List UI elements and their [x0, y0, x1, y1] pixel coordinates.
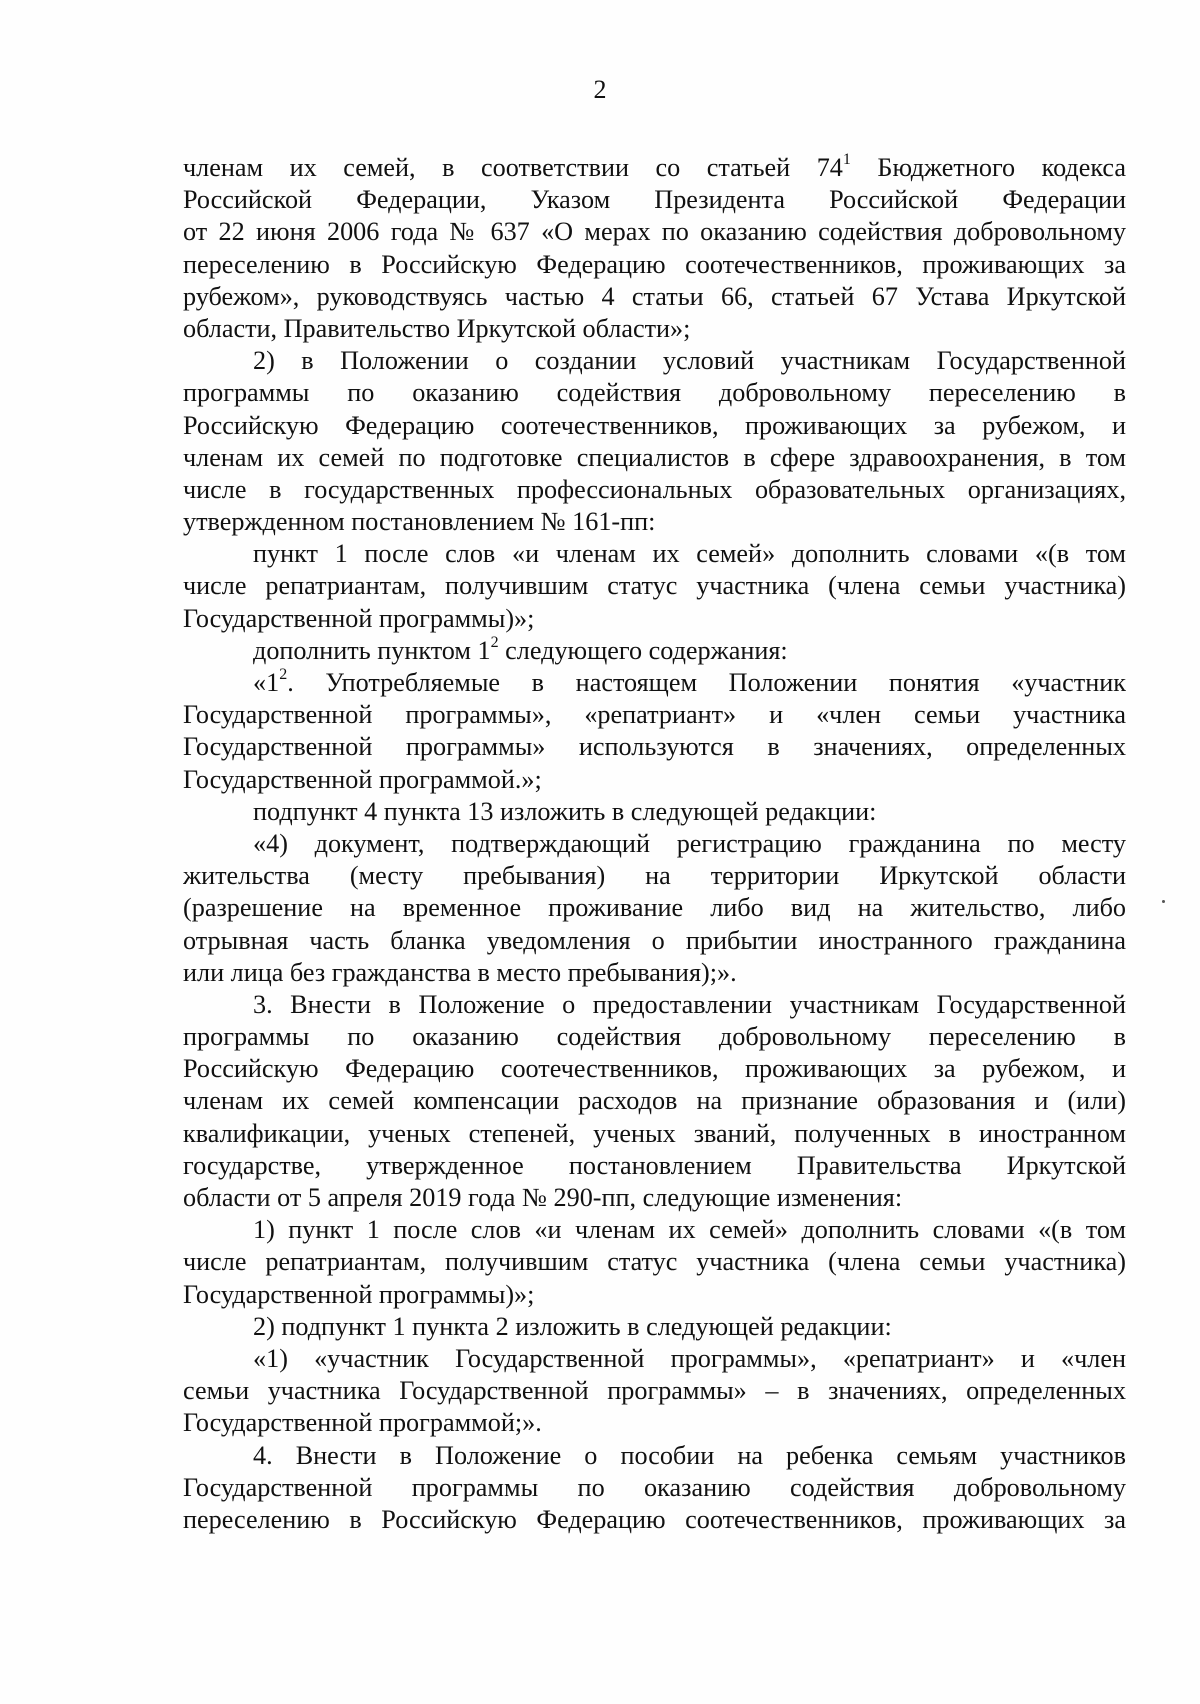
- text-line: [183, 1343, 1126, 1375]
- text-line: [183, 667, 1126, 699]
- text-line: [183, 184, 1126, 216]
- text-segment: следующего содержания:: [498, 635, 788, 665]
- text-line: [183, 1021, 1126, 1053]
- text-line: [183, 699, 1126, 731]
- text-line: [183, 860, 1126, 892]
- text-line: [183, 1504, 1126, 1536]
- text-line: [183, 216, 1126, 248]
- text-segment: Государственной программы по оказанию содействия добровольному: [183, 1472, 1126, 1502]
- text-line: [183, 989, 1126, 1021]
- text-segment: членам их семей компенсации расходов на признание образования и (или): [183, 1086, 1126, 1116]
- text-line: [183, 1085, 1126, 1117]
- text-line: [183, 152, 1126, 184]
- page-number: 2: [593, 75, 607, 104]
- superscript: 1: [842, 152, 851, 169]
- text-segment: отрывная часть бланка уведомления о прибытии иностранного гражданина: [183, 925, 1126, 955]
- text-segment: . Употребляемые в настоящем Положении понятия «участник: [287, 668, 1126, 697]
- text-line: [183, 1311, 1126, 1343]
- text-segment: жительства (месту пребывания) на территории Иркутской области: [183, 861, 1126, 891]
- text-line: [183, 764, 1126, 796]
- text-segment: числе в государственных профессиональных образовательных организациях,: [183, 474, 1126, 504]
- text-segment: (разрешение на временное проживание либо вид на жительство, либо: [183, 893, 1126, 923]
- text-segment: «1) «участник Государственной программы», «репатриант» и «член: [253, 1343, 1126, 1373]
- text-line: [183, 1053, 1126, 1085]
- text-line: [183, 281, 1126, 313]
- text-line: [183, 1279, 1126, 1311]
- text-segment: числе репатриантам, получившим статус участника (члена семьи участника): [183, 1247, 1126, 1277]
- text-segment: пункт 1 после слов «и членам их семей» дополнить словами «(в том: [253, 539, 1126, 569]
- scan-speck: [1162, 900, 1165, 903]
- text-line: [183, 538, 1126, 570]
- document-body: [183, 152, 1126, 1536]
- text-segment: 2) в Положении о создании условий участникам Государственной: [253, 346, 1126, 376]
- superscript: 2: [490, 634, 499, 652]
- text-segment: Государственной программы)»;: [183, 1279, 535, 1309]
- text-segment: области от 5 апреля 2019 года № 290-пп, следующие изменения:: [183, 1183, 903, 1212]
- text-line: [183, 603, 1126, 635]
- text-line: [183, 892, 1126, 924]
- text-line: [183, 313, 1126, 345]
- text-segment: «4) документ, подтверждающий регистрацию гражданина по месту: [253, 828, 1126, 858]
- text-segment: Бюджетного кодекса: [850, 153, 1126, 182]
- text-line: [183, 410, 1126, 442]
- text-line: [183, 957, 1126, 989]
- text-line: [183, 828, 1126, 860]
- text-segment: программы по оказанию содействия добровольному переселению в: [183, 378, 1126, 408]
- text-segment: Государственной программы», «репатриант» и «член семьи участника: [183, 700, 1126, 730]
- text-segment: подпункт 4 пункта 13 изложить в следующей редакции:: [253, 796, 877, 826]
- text-line: [183, 570, 1126, 602]
- text-segment: «1: [253, 668, 280, 697]
- text-segment: области, Правительство Иркутской области»;: [183, 313, 691, 343]
- text-line: [183, 635, 1126, 667]
- text-line: [183, 1150, 1126, 1182]
- text-segment: Государственной программой.»;: [183, 764, 542, 794]
- text-segment: от 22 июня 2006 года № 637 «О мерах по оказанию содействия добровольному: [183, 217, 1126, 247]
- text-line: [183, 474, 1126, 506]
- text-segment: Государственной программы)»;: [183, 603, 535, 633]
- text-segment: Российскую Федерацию соотечественников, проживающих за рубежом, и: [183, 1054, 1126, 1084]
- text-segment: утвержденном постановлением № 161-пп:: [183, 507, 656, 537]
- text-segment: числе репатриантам, получившим статус участника (члена семьи участника): [183, 571, 1126, 601]
- text-line: [183, 345, 1126, 377]
- text-segment: дополнить пунктом 1: [253, 635, 491, 665]
- text-line: [183, 1472, 1126, 1504]
- text-line: [183, 1375, 1126, 1407]
- text-line: [183, 1407, 1126, 1439]
- text-line: [183, 377, 1126, 409]
- text-line: [183, 731, 1126, 763]
- text-segment: 2) подпункт 1 пункта 2 изложить в следующей редакции:: [253, 1311, 892, 1341]
- text-segment: 3. Внести в Положение о предоставлении участникам Государственной: [253, 989, 1126, 1019]
- text-segment: Государственной программы» используются в значениях, определенных: [183, 732, 1126, 762]
- text-segment: рубежом», руководствуясь частью 4 статьи 66, статьей 67 Устава Иркутской: [183, 281, 1126, 311]
- text-segment: или лица без гражданства в место пребывания);».: [183, 957, 737, 987]
- text-line: [183, 506, 1126, 538]
- text-line: [183, 1182, 1126, 1214]
- text-line: [183, 1214, 1126, 1246]
- text-segment: членам их семей по подготовке специалистов в сфере здравоохранения, в том: [183, 442, 1126, 472]
- text-line: [183, 1246, 1126, 1278]
- text-line: [183, 442, 1126, 474]
- text-line: [183, 1118, 1126, 1150]
- text-segment: переселению в Российскую Федерацию соотечественников, проживающих за: [183, 249, 1126, 279]
- text-segment: членам их семей, в соответствии со статьей 74: [183, 153, 843, 182]
- text-line: [183, 1440, 1126, 1472]
- text-segment: государстве, утвержденное постановлением Правительства Иркутской: [183, 1150, 1126, 1180]
- text-line: [183, 249, 1126, 281]
- superscript: 2: [279, 667, 288, 684]
- text-segment: семьи участника Государственной программы» – в значениях, определенных: [183, 1376, 1126, 1406]
- text-segment: программы по оказанию содействия добровольному переселению в: [183, 1022, 1126, 1052]
- text-segment: Государственной программой;».: [183, 1408, 542, 1438]
- text-line: [183, 925, 1126, 957]
- text-segment: квалификации, ученых степеней, ученых званий, полученных в иностранном: [183, 1118, 1126, 1148]
- text-segment: Российскую Федерацию соотечественников, проживающих за рубежом, и: [183, 410, 1126, 440]
- text-segment: Российской Федерации, Указом Президента Российской Федерации: [183, 185, 1126, 215]
- text-segment: 4. Внести в Положение о пособии на ребенка семьям участников: [253, 1440, 1126, 1470]
- text-segment: переселению в Российскую Федерацию соотечественников, проживающих за: [183, 1504, 1126, 1534]
- text-line: [183, 796, 1126, 828]
- text-segment: 1) пункт 1 после слов «и членам их семей» дополнить словами «(в том: [253, 1215, 1126, 1245]
